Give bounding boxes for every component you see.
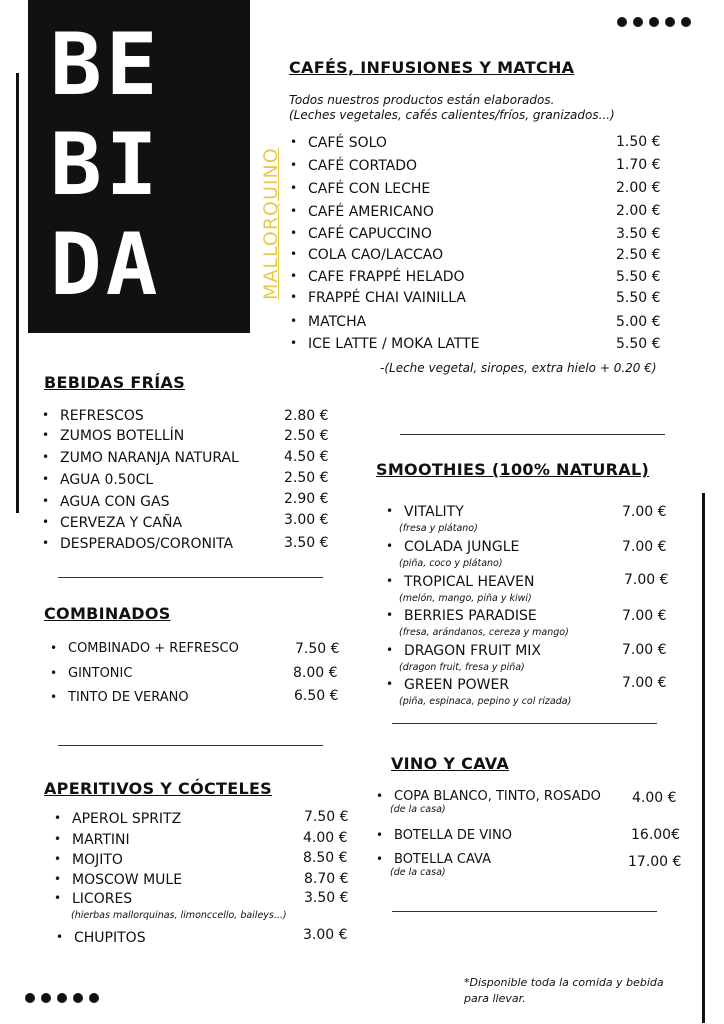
bullet-icon: • [290,336,298,350]
bullet-icon: • [54,872,62,886]
bullet-icon: • [290,226,298,240]
item-name: TINTO DE VERANO [68,690,189,705]
item-price: 8.50 € [303,850,348,866]
bullet-icon: • [42,450,50,464]
item-name: COPA BLANCO, TINTO, ROSADO [394,789,601,804]
item-desc: (dragon fruit, fresa y piña) [399,662,525,673]
bullet-icon: • [42,472,50,486]
bullet-icon: • [290,314,298,328]
item-price: 7.00 € [622,675,667,691]
item-desc: (fresa y plátano) [399,523,478,534]
item-name: CAFÉ CORTADO [308,158,418,174]
bullet-icon: • [54,832,62,846]
item-price: 3.50 € [284,535,329,551]
item-price: 2.50 € [284,470,329,486]
bullet-icon: • [386,504,394,518]
item-price: 3.00 € [284,512,329,528]
vino-title: VINO Y CAVA [391,754,510,773]
title-line-3: DA [50,215,162,315]
cafes-title: CAFÉS, INFUSIONES Y MATCHA [289,58,575,77]
item-price: 1.70 € [616,157,661,173]
combinados-title: COMBINADOS [44,604,171,623]
item-name: CERVEZA Y CAÑA [60,515,183,531]
bullet-icon: • [290,181,298,195]
item-desc: (piña, espinaca, pepino y col rizada) [399,696,572,707]
item-name: CAFÉ CAPUCCINO [308,226,432,242]
frias-title: BEBIDAS FRÍAS [44,373,186,392]
bullet-icon: • [386,574,394,588]
bullet-icon: • [50,690,58,704]
dot-icon [665,17,675,27]
bullet-icon: • [290,247,298,261]
item-name: COLA CAO/LACCAO [308,247,444,263]
divider [392,911,657,912]
footnote-line-2: para llevar. [464,992,526,1005]
item-name: MOJITO [72,852,123,868]
item-price: 16.00€ [631,827,680,843]
bullet-icon: • [290,135,298,149]
divider [58,577,323,578]
item-name: MARTINI [72,832,130,848]
bullet-icon: • [376,789,384,803]
item-price: 8.00 € [293,665,338,681]
title-line-1: BE [50,15,162,115]
bullet-icon: • [54,852,62,866]
dot-icon [649,17,659,27]
bullet-icon: • [290,204,298,218]
item-name: CHUPITOS [74,930,146,946]
item-price: 3.50 € [616,226,661,242]
left-vertical-bar [16,73,19,513]
title-block [28,0,282,333]
dots-bottom-left [25,993,99,1003]
item-price: 7.00 € [624,572,669,588]
item-price: 2.80 € [284,408,329,424]
item-name: BOTELLA DE VINO [394,828,512,843]
item-name: CAFE FRAPPÉ HELADO [308,269,465,285]
item-price: 1.50 € [616,134,661,150]
bullet-icon: • [376,852,384,866]
item-desc: (piña, coco y plátano) [399,558,503,569]
bullet-icon: • [386,677,394,691]
item-price: 2.00 € [616,180,661,196]
item-price: 5.50 € [616,290,661,306]
smoothies-title: SMOOTHIES (100% NATURAL) [376,460,650,479]
item-price: 17.00 € [628,854,682,870]
item-name: MATCHA [308,314,367,330]
bullet-icon: • [42,428,50,442]
item-price: 7.00 € [622,539,667,555]
item-price: 7.50 € [304,809,349,825]
bullet-icon: • [290,158,298,172]
item-price: 3.00 € [303,927,348,943]
item-price: 4.00 € [632,790,677,806]
subtitle: MALLORQUINO [260,147,282,300]
bullet-icon: • [42,515,50,529]
item-desc: (de la casa) [390,804,446,815]
dot-icon [41,993,51,1003]
item-price: 5.50 € [616,336,661,352]
bullet-icon: • [386,608,394,622]
item-desc: (fresa, arándanos, cereza y mango) [399,627,569,638]
cafes-extras: -(Leche vegetal, siropes, extra hielo + 0.20 €) [380,361,657,375]
item-name: FRAPPÉ CHAI VAINILLA [308,290,466,306]
item-name: COLADA JUNGLE [404,539,520,555]
dot-icon [89,993,99,1003]
item-name: VITALITY [404,504,464,520]
item-name: DRAGON FRUIT MIX [404,643,542,659]
divider [392,723,657,724]
item-price: 2.50 € [616,247,661,263]
divider [400,434,665,435]
bullet-icon: • [42,536,50,550]
item-name: ICE LATTE / MOKA LATTE [308,336,480,352]
item-name: BOTELLA CAVA [394,852,491,867]
item-price: 7.00 € [622,504,667,520]
item-name: MOSCOW MULE [72,872,183,888]
item-desc: (de la casa) [390,867,446,878]
item-name: CAFÉ SOLO [308,135,387,151]
bullet-icon: • [50,641,58,655]
bullet-icon: • [290,269,298,283]
cafes-note-2: (Leches vegetales, cafés calientes/fríos, granizados...) [289,108,615,122]
item-desc: (melón, mango, piña y kiwi) [399,593,532,604]
bullet-icon: • [54,811,62,825]
item-price: 2.50 € [284,428,329,444]
item-name: REFRESCOS [60,408,144,424]
item-name: GINTONIC [68,666,133,681]
item-name: AGUA CON GAS [60,494,170,510]
item-name: CAFÉ AMERICANO [308,204,434,220]
item-price: 5.00 € [616,314,661,330]
title-line-2: BI [50,115,162,215]
item-name: APEROL SPRITZ [72,811,182,827]
item-price: 7.00 € [622,642,667,658]
item-name: ZUMO NARANJA NATURAL [60,450,239,466]
bullet-icon: • [54,891,62,905]
item-name: CAFÉ CON LECHE [308,181,431,197]
item-price: 7.50 € [295,641,340,657]
dot-icon [617,17,627,27]
dots-top-right [617,17,691,27]
bullet-icon: • [290,290,298,304]
item-price: 5.50 € [616,269,661,285]
item-name: TROPICAL HEAVEN [404,574,535,590]
dot-icon [681,17,691,27]
item-name: DESPERADOS/CORONITA [60,536,234,552]
bullet-icon: • [376,828,384,842]
item-price: 6.50 € [294,688,339,704]
item-price: 4.00 € [303,830,348,846]
item-price: 3.50 € [304,890,349,906]
item-name: COMBINADO + REFRESCO [68,641,239,656]
item-price: 7.00 € [622,608,667,624]
right-vertical-bar [702,493,705,1023]
item-name: BERRIES PARADISE [404,608,537,624]
item-price: 2.90 € [284,491,329,507]
bullet-icon: • [386,539,394,553]
item-name: ZUMOS BOTELLÍN [60,428,185,444]
cafes-note-1: Todos nuestros productos están elaborados. [289,93,555,107]
dot-icon [57,993,67,1003]
bullet-icon: • [50,666,58,680]
footnote-line-1: *Disponible toda la comida y bebida [464,976,664,989]
item-price: 4.50 € [284,449,329,465]
dot-icon [73,993,83,1003]
divider [58,745,323,746]
item-price: 8.70 € [304,871,349,887]
item-desc: (hierbas mallorquinas, limonccello, baileys...) [71,910,287,921]
item-price: 2.00 € [616,203,661,219]
item-name: AGUA 0.50CL [60,472,154,488]
aperitivos-title: APERITIVOS Y CÓCTELES [44,779,273,798]
dot-icon [633,17,643,27]
item-name: GREEN POWER [404,677,510,693]
dot-icon [25,993,35,1003]
bullet-icon: • [42,494,50,508]
bullet-icon: • [386,643,394,657]
item-name: LICORES [72,891,133,907]
bullet-icon: • [42,408,50,422]
bullet-icon: • [56,930,64,944]
